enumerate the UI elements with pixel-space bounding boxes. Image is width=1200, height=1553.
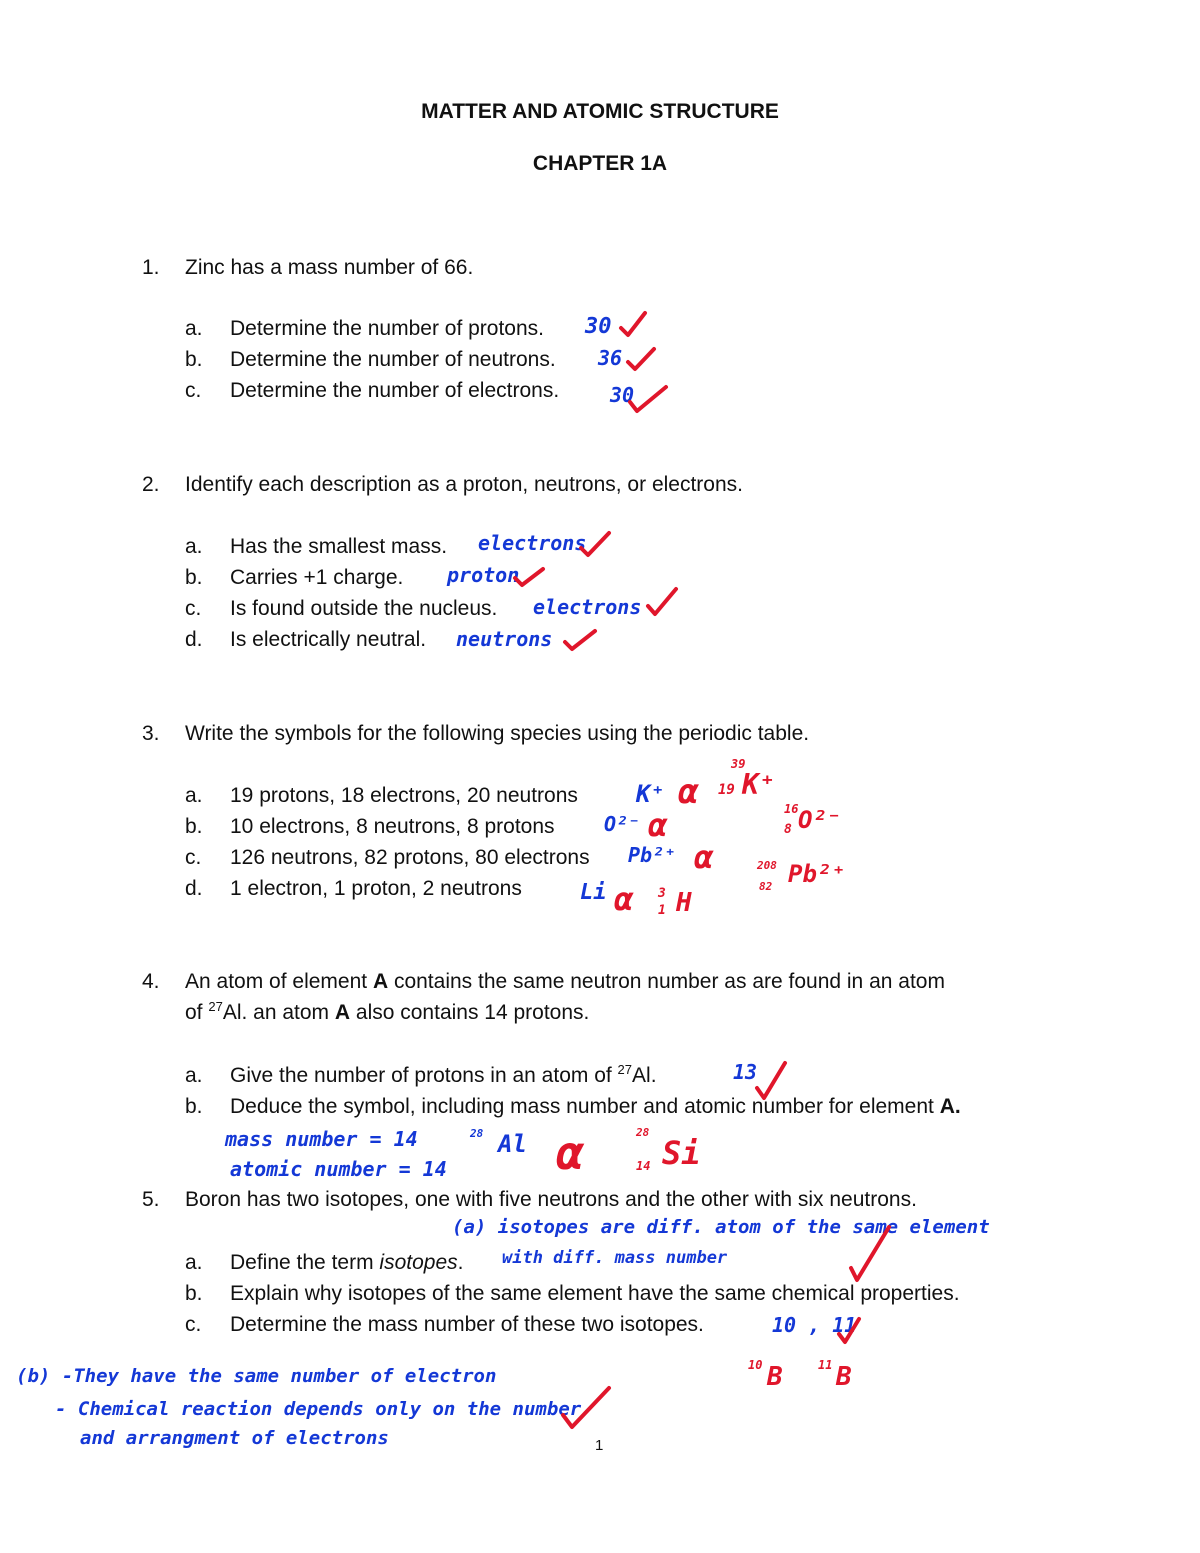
question-text-line-1: An atom of element A contains the same neutron number as are found in an atom <box>185 970 945 993</box>
checkmark-icon <box>645 586 679 618</box>
handwritten-answer: 36 <box>598 346 623 370</box>
element-symbol: B <box>836 1362 852 1392</box>
item-label: c. <box>185 597 202 620</box>
atomic-number: 82 <box>759 880 773 893</box>
element-symbol: O²⁻ <box>798 806 842 834</box>
mass-number: 39 <box>731 757 746 771</box>
handwritten-answer: K⁺ <box>636 780 665 808</box>
checkmark-icon <box>512 566 546 588</box>
handwritten-answer: (a) isotopes are diff. atom of the same element <box>452 1216 990 1238</box>
handwritten-answer: neutrons <box>456 627 553 651</box>
mass-number: 3 <box>658 886 666 901</box>
element-symbol: H <box>676 888 692 918</box>
item-label: a. <box>185 535 203 558</box>
question-number: 5. <box>142 1188 160 1211</box>
handwritten-answer: 30 <box>610 383 635 407</box>
element-symbol: Si <box>662 1134 701 1172</box>
item-text: 126 neutrons, 82 protons, 80 electrons <box>230 846 590 869</box>
item-text: Deduce the symbol, including mass number and atomic number for element A. <box>230 1095 961 1118</box>
item-label: b. <box>185 1282 203 1305</box>
item-label: a. <box>185 1064 203 1087</box>
item-label: a. <box>185 317 203 340</box>
checkmark-icon <box>618 310 648 338</box>
question-text: Write the symbols for the following species using the periodic table. <box>185 722 810 745</box>
item-label: a. <box>185 784 203 807</box>
handwritten-answer: (b) -They have the same number of electron <box>16 1365 497 1387</box>
question-number: 1. <box>142 256 160 279</box>
handwritten-answer: electrons <box>533 595 642 619</box>
wrong-mark: α <box>678 772 699 812</box>
item-text: 19 protons, 18 electrons, 20 neutrons <box>230 784 578 807</box>
checkmark-icon <box>754 1060 788 1102</box>
wrong-mark: α <box>614 880 634 918</box>
question-text-line-2: of $^{27}$Al. an atom A also contains 14 protons. <box>185 999 590 1024</box>
item-text: Is found outside the nucleus. <box>230 597 498 620</box>
question-text: Identify each description as a proton, neutrons, or electrons. <box>185 473 743 496</box>
page-title: MATTER AND ATOMIC STRUCTURE <box>421 100 779 123</box>
item-text: Define the term isotopes. <box>230 1251 464 1274</box>
item-text: Determine the number of neutrons. <box>230 348 556 371</box>
checkmark-icon <box>578 530 612 558</box>
checkmark-icon <box>836 1316 862 1346</box>
handwritten-answer: with diff. mass number <box>502 1248 728 1268</box>
item-text: Give the number of protons in an atom of $^{27}$Al. <box>230 1062 657 1087</box>
checkmark-icon <box>627 384 669 414</box>
item-label: c. <box>185 1313 202 1336</box>
item-label: d. <box>185 877 203 900</box>
item-label: b. <box>185 566 203 589</box>
page-number: 1 <box>595 1437 604 1454</box>
mass-number: 11 <box>818 1358 833 1372</box>
element-symbol: K⁺ <box>742 768 776 801</box>
handwritten-answer: Pb²⁺ <box>628 843 677 867</box>
handwritten-answer: proton <box>447 563 520 587</box>
mass-number: 10 <box>748 1358 763 1372</box>
question-number: 4. <box>142 970 160 993</box>
item-label: b. <box>185 348 203 371</box>
item-text: 1 electron, 1 proton, 2 neutrons <box>230 877 522 900</box>
question-text: Zinc has a mass number of 66. <box>185 256 474 279</box>
item-label: d. <box>185 628 203 651</box>
handwritten-answer: Al <box>498 1130 527 1158</box>
item-label: b. <box>185 815 203 838</box>
item-label: c. <box>185 379 202 402</box>
mass-number: 208 <box>757 859 777 872</box>
checkmark-icon <box>560 1385 612 1431</box>
handwritten-answer: mass number = 14 <box>225 1127 418 1151</box>
item-text: 10 electrons, 8 neutrons, 8 protons <box>230 815 555 838</box>
handwritten-answer: 13 <box>733 1060 758 1084</box>
handwritten-answer: electrons <box>478 531 587 555</box>
mass-number: 16 <box>784 802 799 816</box>
question-number: 2. <box>142 473 160 496</box>
handwritten-answer: Li <box>580 880 607 905</box>
question-number: 3. <box>142 722 160 745</box>
chapter-heading: CHAPTER 1A <box>532 152 668 175</box>
item-label: a. <box>185 1251 203 1274</box>
checkmark-icon <box>625 346 657 372</box>
wrong-mark: α <box>556 1126 584 1180</box>
handwritten-answer: and arrangment of electrons <box>80 1427 389 1449</box>
question-text: Boron has two isotopes, one with five neutrons and the other with six neutrons. <box>185 1188 917 1211</box>
checkmark-icon <box>848 1224 892 1284</box>
mass-number: 28 <box>470 1127 484 1140</box>
item-text: Determine the number of electrons. <box>230 379 560 402</box>
atomic-number: 8 <box>784 822 792 837</box>
handwritten-answer: atomic number = 14 <box>230 1157 447 1181</box>
item-text: Determine the mass number of these two isotopes. <box>230 1313 704 1336</box>
wrong-mark: α <box>648 806 668 844</box>
element-symbol: Pb²⁺ <box>788 860 846 888</box>
item-text: Determine the number of protons. <box>230 317 544 340</box>
mass-number: 28 <box>636 1126 650 1139</box>
item-text: Explain why isotopes of the same element have the same chemical properties. <box>230 1282 960 1305</box>
item-label: c. <box>185 846 202 869</box>
wrong-mark: α <box>694 838 714 876</box>
item-text: Is electrically neutral. <box>230 628 427 651</box>
handwritten-answer: - Chemical reaction depends only on the number <box>55 1398 582 1420</box>
handwritten-answer: 30 <box>585 314 612 339</box>
atomic-number: 19 <box>718 782 735 798</box>
element-symbol: B <box>767 1362 783 1392</box>
atomic-number: 14 <box>636 1159 651 1173</box>
checkmark-icon <box>562 628 598 652</box>
handwritten-answer: 10 , 11 <box>772 1313 857 1337</box>
atomic-number: 1 <box>658 903 666 918</box>
item-text: Has the smallest mass. <box>230 535 448 558</box>
item-label: b. <box>185 1095 203 1118</box>
handwritten-answer: O²⁻ <box>604 812 641 836</box>
item-text: Carries +1 charge. <box>230 566 404 589</box>
